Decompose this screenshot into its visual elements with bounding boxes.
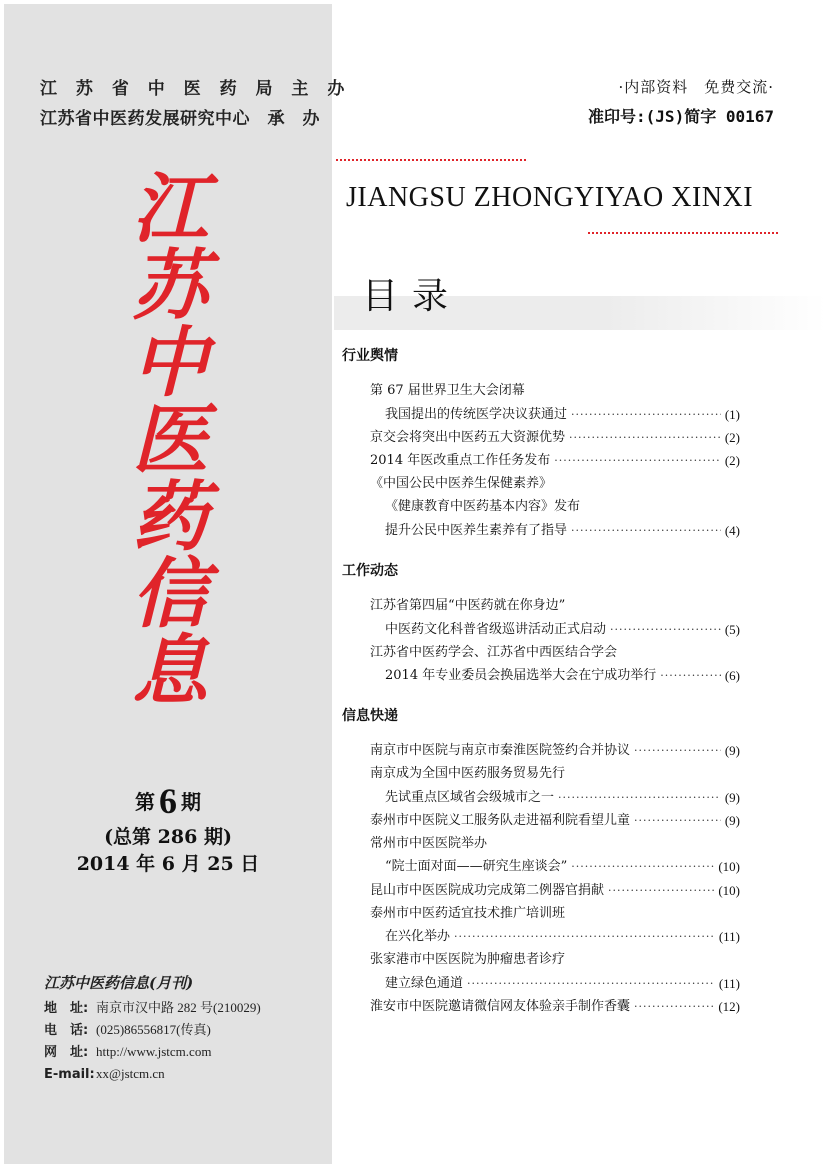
toc-entry-title: 2014 年医改重点工作任务发布 — [370, 453, 551, 468]
phone-row — [44, 1019, 261, 1041]
toc-entry-title: 张家港市中医医院为肿瘤患者诊疗 — [370, 952, 566, 967]
leader-dots — [467, 972, 715, 995]
leader-dots — [571, 855, 714, 878]
leader-dots — [571, 403, 721, 426]
toc-entry[interactable] — [370, 995, 740, 1018]
toc-entry[interactable] — [385, 664, 740, 687]
toc-entry-title: 京交会将突出中医药五大资源优势 — [370, 430, 566, 445]
toc-entry[interactable] — [385, 786, 740, 809]
toc-entry[interactable] — [370, 739, 740, 762]
toc-entry-page: (11) — [718, 976, 740, 991]
address-label: 地 址: — [44, 1001, 89, 1016]
leader-dots — [634, 809, 721, 832]
toc-entry-page: (11) — [718, 929, 740, 944]
toc-section-heading: 行业舆情 — [342, 348, 398, 364]
toc-entry-title: 泰州市中医院义工服务队走进福利院看望儿童 — [370, 813, 631, 828]
leader-dots — [634, 739, 721, 762]
toc-entry-page: (9) — [724, 790, 740, 805]
address-row — [44, 997, 261, 1019]
leader-dots — [569, 426, 721, 449]
toc-entry[interactable] — [370, 809, 740, 832]
issue-date: 2014 年 6 月 25 日 — [76, 853, 260, 875]
toc-entry[interactable] — [370, 472, 740, 495]
leader-dots — [634, 995, 714, 1018]
toc-entry[interactable] — [385, 618, 740, 641]
toc-entry-title: 南京市中医院与南京市秦淮医院签约合并协议 — [370, 743, 631, 758]
toc-entry[interactable] — [385, 925, 740, 948]
toc-entry-title: 淮安市中医院邀请微信网友体验亲手制作香囊 — [370, 999, 631, 1014]
leader-dots — [454, 925, 715, 948]
approval-number: 准印号:(JS)简字 00167 — [588, 107, 774, 126]
toc-entry[interactable] — [370, 426, 740, 449]
toc-entry[interactable] — [370, 449, 740, 472]
toc-entry-page: (2) — [724, 453, 740, 468]
leader-dots — [608, 879, 714, 902]
toc-entry-title: “院士面对面——研究生座谈会” — [385, 859, 568, 874]
website-link[interactable]: http://www.jstcm.com — [96, 1044, 212, 1059]
toc-entry-title: 《中国公民中医养生保健素养》 — [370, 476, 553, 491]
toc-entry-title: 我国提出的传统医学决议获通过 — [385, 407, 568, 422]
toc-entry[interactable] — [370, 594, 740, 617]
toc-entry-page: (9) — [724, 743, 740, 758]
masthead-title — [122, 164, 218, 715]
masthead-char: 苏 — [132, 241, 208, 330]
issue-total: (总第 286 期) — [104, 826, 232, 848]
masthead-char: 息 — [132, 626, 208, 715]
issue-number-value: 6 — [159, 781, 177, 821]
internal-note: ·内部资料 免费交流· — [618, 78, 774, 96]
toc-entry-title: 昆山市中医医院成功完成第二例器官捐献 — [370, 883, 605, 898]
toc-entry-title: 在兴化举办 — [385, 929, 451, 944]
masthead-char: 江 — [132, 164, 208, 253]
toc-entry-page: (1) — [724, 407, 740, 422]
toc-entry[interactable] — [385, 972, 740, 995]
toc-entry-title: 先试重点区域省会级城市之一 — [385, 790, 555, 805]
email-label: E-mail: — [44, 1067, 95, 1082]
leader-dots — [558, 786, 721, 809]
toc-entry-page: (6) — [724, 668, 740, 683]
toc-entry-page: (4) — [724, 523, 740, 538]
toc-entry-title: 江苏省中医药学会、江苏省中西医结合学会 — [370, 645, 618, 660]
contact-block — [44, 972, 261, 1085]
toc-entry-title: 2014 年专业委员会换届选举大会在宁成功举行 — [385, 668, 657, 683]
toc-section-heading: 工作动态 — [342, 563, 398, 579]
toc-title: 目录 — [362, 276, 463, 317]
toc-entry-page: (10) — [718, 883, 740, 898]
toc-entry-title: 《健康教育中医药基本内容》发布 — [385, 499, 581, 514]
masthead-char: 中 — [132, 318, 208, 407]
organizer-line-1: 江 苏 省 中 医 药 局 主 办 — [40, 79, 351, 99]
toc-entry[interactable] — [385, 855, 740, 878]
toc-section-heading: 信息快递 — [342, 708, 398, 724]
toc-entry[interactable] — [370, 902, 740, 925]
phone-label: 电 话: — [44, 1023, 89, 1038]
leader-dots — [571, 519, 721, 542]
issue-prefix: 第 — [135, 790, 155, 814]
toc-entry[interactable] — [370, 379, 740, 402]
email-row — [44, 1063, 261, 1085]
toc-entry-title: 江苏省第四届“中医药就在你身边” — [370, 598, 566, 613]
phone-value: (025)86556817(传真) — [96, 1022, 211, 1037]
toc-entry-page: (10) — [718, 859, 740, 874]
issue-number — [0, 780, 336, 822]
masthead-char: 药 — [132, 472, 208, 561]
toc-entry[interactable] — [370, 879, 740, 902]
masthead-char: 医 — [132, 395, 208, 484]
toc-entry-title: 建立绿色通道 — [385, 976, 464, 991]
toc-entry-title: 提升公民中医养生素养有了指导 — [385, 523, 568, 538]
leader-dots — [610, 618, 721, 641]
dotted-divider — [336, 159, 526, 161]
toc-entry-page: (9) — [724, 813, 740, 828]
masthead-char: 信 — [132, 549, 208, 638]
toc-entry[interactable] — [370, 641, 740, 664]
address-value: 南京市汉中路 282 号(210029) — [96, 1000, 261, 1015]
toc-entry-page: (5) — [724, 622, 740, 637]
toc-entry[interactable] — [385, 403, 740, 426]
dotted-divider — [588, 232, 778, 234]
latin-title: JIANGSU ZHONGYIYAO XINXI — [346, 182, 754, 213]
leader-dots — [660, 664, 721, 687]
toc-entry[interactable] — [385, 519, 740, 542]
issue-suffix: 期 — [181, 790, 201, 814]
toc-entry-title: 中医药文化科普省级巡讲活动正式启动 — [385, 622, 607, 637]
toc-entry[interactable] — [370, 948, 740, 971]
toc-entry[interactable] — [370, 832, 740, 855]
toc-entry-page: (12) — [718, 999, 740, 1014]
toc-entry-title: 南京成为全国中医药服务贸易先行 — [370, 766, 566, 781]
magazine-name: 江苏中医药信息(月刊) — [44, 974, 194, 992]
toc-entry-page: (2) — [724, 430, 740, 445]
leader-dots — [554, 449, 721, 472]
organizer-line-2: 江苏省中医药发展研究中心 承 办 — [40, 109, 320, 129]
website-row — [44, 1041, 261, 1063]
website-label: 网 址: — [44, 1045, 89, 1060]
email-link[interactable]: xx@jstcm.cn — [96, 1066, 165, 1081]
toc-entry-title: 常州市中医医院举办 — [370, 836, 488, 851]
toc-entry[interactable] — [370, 762, 740, 785]
toc-entry[interactable] — [385, 495, 740, 518]
toc-entry-title: 第 67 届世界卫生大会闭幕 — [370, 383, 525, 398]
toc-entry-title: 泰州市中医药适宜技术推广培训班 — [370, 906, 566, 921]
